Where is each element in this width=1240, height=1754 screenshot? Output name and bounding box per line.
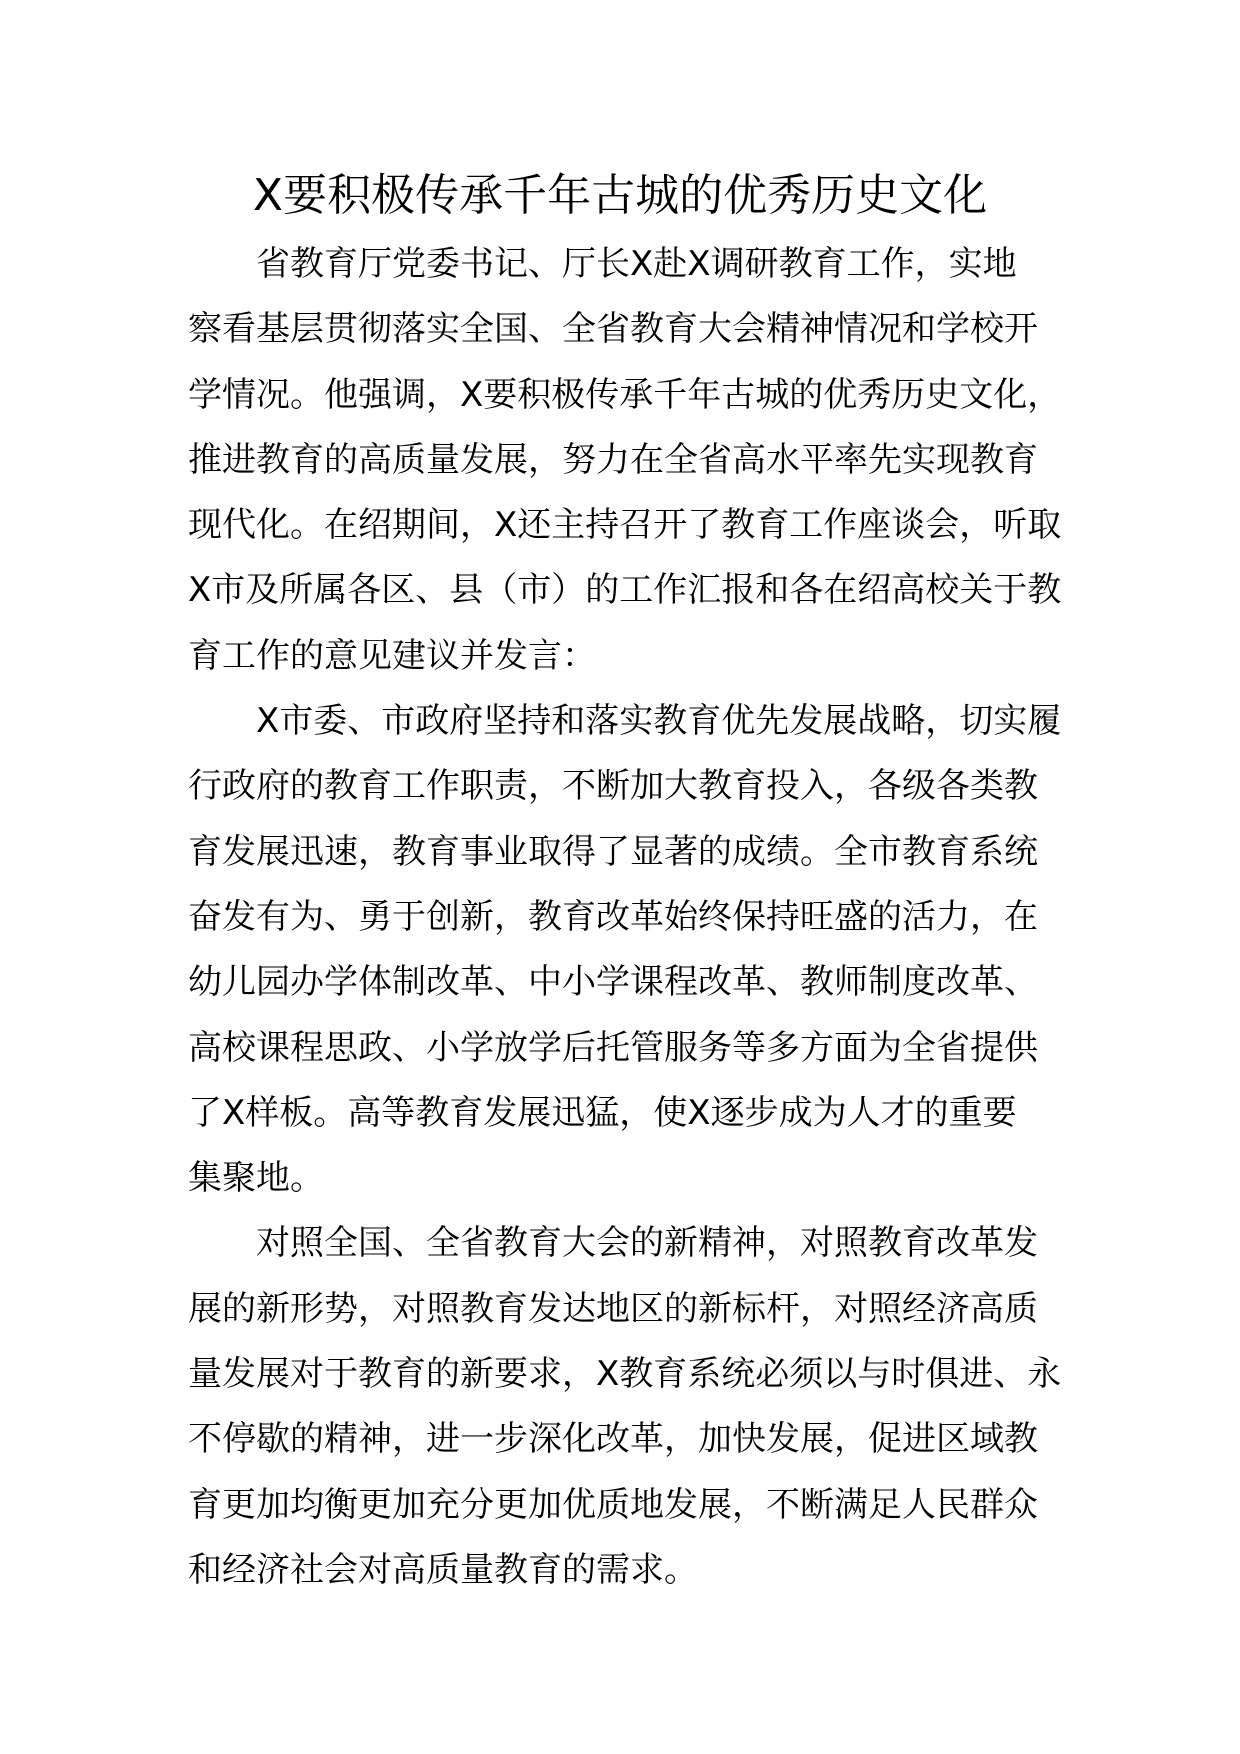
paragraph-line: 量发展对于教育的新要求，X教育系统必须以与时俱进、永 [188,1354,1062,1395]
paragraph-2 [188,689,1060,1211]
paragraph-line: 育发展迅速，教育事业取得了显著的成绩。全市教育系统 [188,831,1038,872]
paragraph-line: 行政府的教育工作职责，不断加大教育投入，各级各类教 [188,766,1038,807]
document-title: X要积极传承千年古城的优秀历史文化 [252,170,988,221]
paragraph-line: 省教育厅党委书记、厅长X赴X调研教育工作，实地 [256,244,1017,284]
paragraph-1 [188,232,1060,689]
paragraph-line: 集聚地。 [188,1158,324,1199]
paragraph-line: 推进教育的高质量发展，努力在全省高水平率先实现教育 [188,439,1038,480]
paragraph-line: 对照全国、全省教育大会的新精神，对照教育改革发 [256,1223,1038,1264]
paragraph-line: 不停歇的精神，进一步深化改革，加快发展，促进区域教 [188,1419,1038,1460]
paragraph-line: 育更加均衡更加充分更加优质地发展，不断满足人民群众 [188,1484,1038,1525]
paragraph-3 [188,1211,1060,1603]
paragraph-line: 幼儿园办学体制改革、中小学课程改革、教师制度改革、 [188,962,1038,1003]
paragraph-line: 察看基层贯彻落实全国、全省教育大会精神情况和学校开 [188,309,1038,350]
paragraph-line: 高校课程思政、小学放学后托管服务等多方面为全省提供 [188,1027,1038,1068]
paragraph-line: X市及所属各区、县（市）的工作汇报和各在绍高校关于教 [188,570,1062,611]
paragraph-line: 了X样板。高等教育发展迅猛，使X逐步成为人才的重要 [188,1092,1017,1133]
paragraph-line: X市委、市政府坚持和落实教育优先发展战略，切实履 [256,701,1062,742]
document-body [188,232,1060,1603]
paragraph-line: 学情况。他强调，X要积极传承千年古城的优秀历史文化， [188,374,1062,415]
paragraph-line: 育工作的意见建议并发言： [188,635,596,676]
paragraph-line: 奋发有为、勇于创新，教育改革始终保持旺盛的活力，在 [188,896,1038,937]
paragraph-line: 展的新形势，对照教育发达地区的新标杆，对照经济高质 [188,1288,1038,1329]
paragraph-line: 和经济社会对高质量教育的需求。 [188,1549,698,1590]
paragraph-line: 现代化。在绍期间，X还主持召开了教育工作座谈会，听取 [188,505,1062,546]
